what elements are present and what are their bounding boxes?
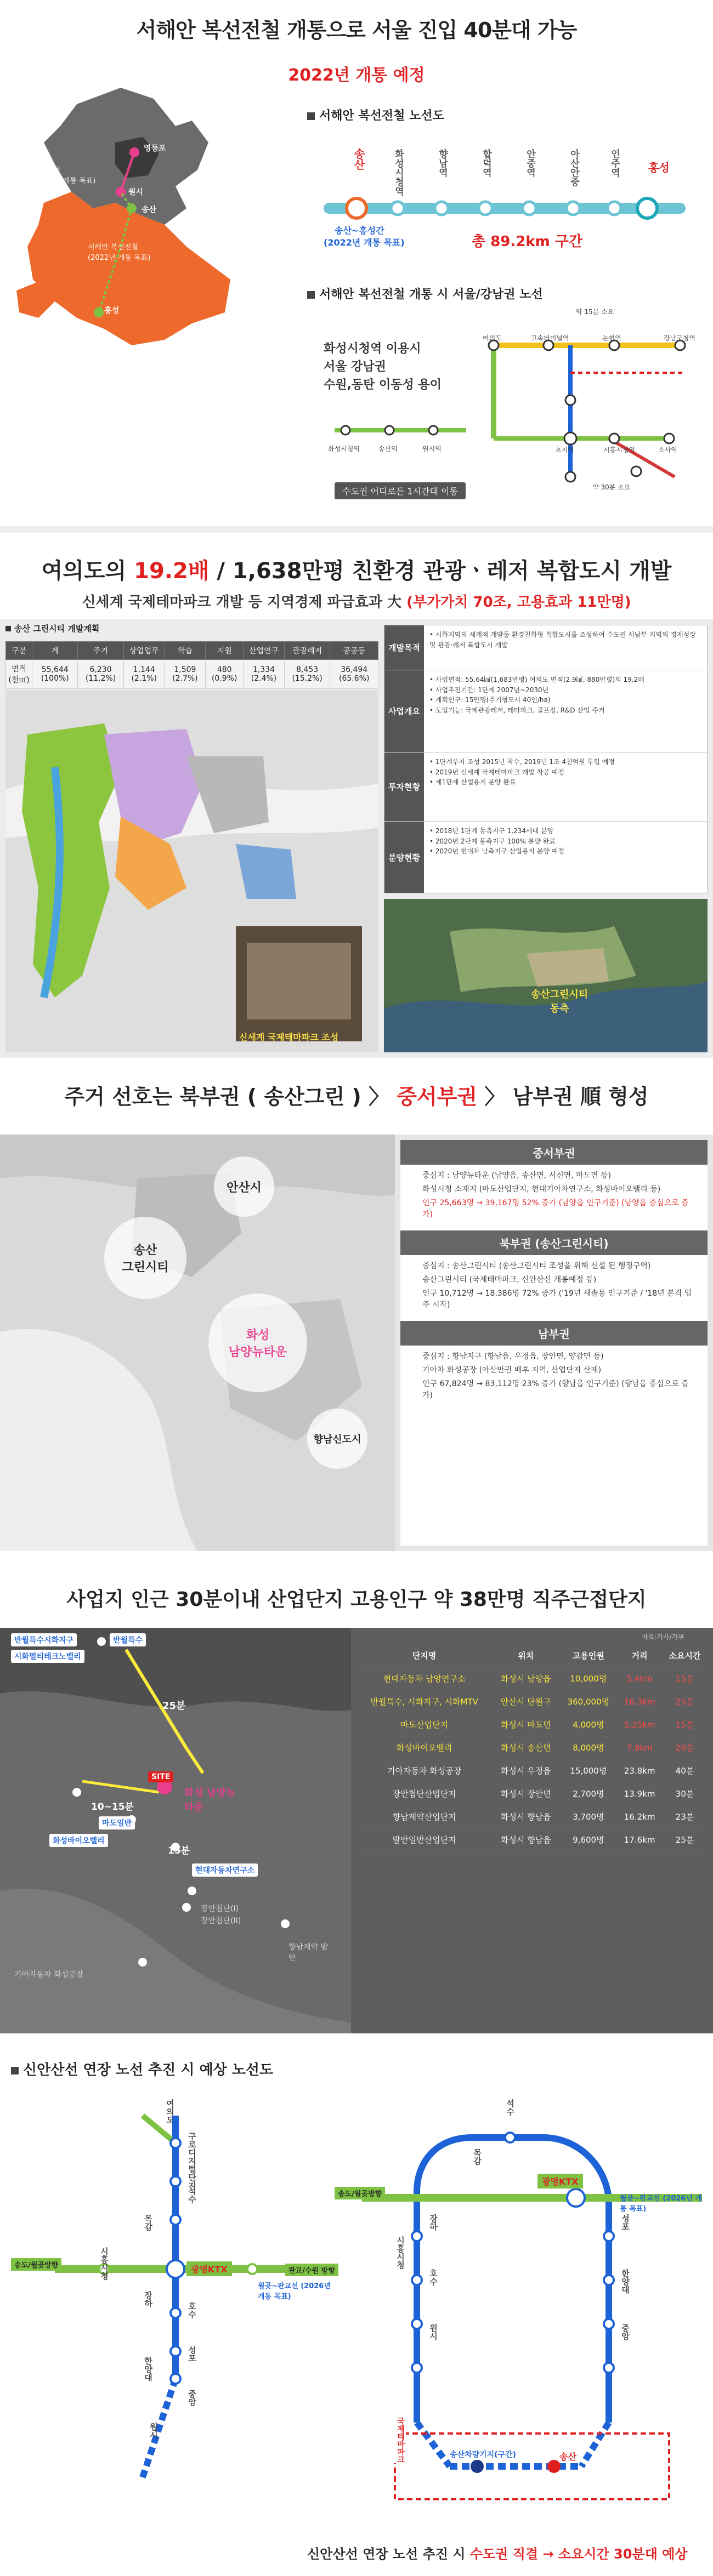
right-station: 목감	[472, 2148, 482, 2165]
left-station: 호수	[187, 2302, 197, 2318]
bullet-icon	[5, 626, 11, 631]
region-item: 중심지 : 송산그린시티 (송산그린시티 조성을 위해 신설 된 행정구역)	[422, 1262, 651, 1270]
right-station: 시흥시청	[395, 2236, 405, 2269]
industry-td: 8,000명	[559, 1736, 617, 1759]
region-panel	[400, 1140, 708, 1546]
map-tag: 기아자동차 화성공장	[14, 1970, 84, 1979]
left-station: 성포	[187, 2346, 197, 2362]
left-station: 여의도	[165, 2099, 175, 2124]
section5-title: 신안산선 연장 노선 추진 시 예상 노선도	[11, 2059, 273, 2079]
section2-title: 여의도의 19.2배 / 1,638만평 친환경 관광ㆍ레저 복합도시 개발	[41, 558, 672, 584]
industry-td: 30분	[662, 1782, 708, 1805]
map-tag: 현대자동차연구소	[192, 1863, 258, 1877]
access-text-2: 서울 강남권	[324, 360, 386, 374]
plan-th: 산업연구	[244, 642, 285, 660]
plan-heading: 송산 그린시티 개발계획	[5, 623, 99, 634]
info-row	[384, 822, 707, 893]
industry-td: 화성시 향남읍	[492, 1805, 559, 1828]
info-row	[384, 670, 707, 753]
plan-th: 지원	[206, 642, 244, 660]
info-value: • 1단계부지 조성 2015년 착수, 2019년 1조 4천억원 투입 예정 • 2019년 신세계 국제테마파크 개발 착공 예정 • 제1단계 산업용지 분양 완료	[429, 758, 615, 787]
left-station: 구로디지털단지	[187, 2132, 197, 2190]
industry-td: 10,000명	[559, 1667, 617, 1690]
circle-namyang: 화성 남양뉴타운	[208, 1293, 307, 1392]
region-item: 송산그린시티 (국제테마파크, 신안산선 개통예정 등)	[422, 1275, 597, 1284]
left-station: 시흥시청	[99, 2247, 109, 2280]
access-bottom-station-6: 소사역	[658, 446, 677, 454]
plan-table-row	[6, 660, 378, 689]
map-tag: 화성바이오밸리	[49, 1834, 108, 1847]
section-residential	[0, 1063, 713, 1568]
train-line	[329, 417, 472, 444]
map-label-seohae: 서해안 복선전철 (2022년 개통 목표)	[88, 243, 151, 262]
access-text-3: 수원,동탄 이동성 용이	[324, 378, 442, 392]
industry-td: 현대자동차 남양연구소	[356, 1667, 492, 1690]
right-station: 한양대	[620, 2269, 630, 2294]
access-bottom-station-1: 화성시청역	[328, 445, 360, 453]
route-start-label: 송산	[352, 148, 365, 170]
industry-th: 단지명	[356, 1644, 492, 1667]
access-time-badge: 수도권 어디로든 1시간대 이동	[335, 482, 466, 499]
right-station: 장하	[428, 2214, 438, 2231]
note-songdo-left: 송도/월곶방향	[11, 2258, 61, 2271]
info-value: • 2018년 1단계 동측지구 1,234세대 분양 • 2020년 2단계 동측지구 100% 분양 완료 • 2020년 현대차 남측지구 산업용지 분양 예정	[429, 827, 564, 856]
info-value: • 시화지역의 세계적 개발등 환경친화형 복합도시를 조성하여 수도권 서남부 지역의 경제성장 및 관광·레저 복합도시 개발	[429, 631, 696, 649]
access-bottom-station-3: 원시역	[422, 445, 442, 453]
plan-td: 면적(천㎡)	[6, 660, 32, 689]
industry-td: 3,700명	[559, 1805, 617, 1828]
access-text-1: 화성시청역 이용시	[324, 342, 421, 356]
industry-th: 소요시간	[662, 1644, 708, 1667]
map-label-sinan: 신안산선 (2024년 개통 목표)	[33, 167, 96, 185]
industry-td: 반월특수, 시화지구, 시화MTV	[356, 1690, 492, 1713]
map-tag-site: SITE	[148, 1771, 173, 1782]
industry-table	[356, 1644, 708, 1851]
industry-td: 안산시 단원구	[492, 1690, 559, 1713]
left-station: 목감	[143, 2214, 153, 2231]
right-station-ktx: 광명KTX	[537, 2174, 583, 2189]
industry-td: 360,000명	[559, 1690, 617, 1713]
route-station-2: 향남역	[437, 149, 448, 177]
divider	[0, 526, 713, 533]
section4-title: 사업지 인근 30분이내 산업단지 고용인구 약 38만명 직주근접단지	[66, 1588, 647, 1611]
sinan-diagram-right	[362, 2094, 702, 2510]
industry-td: 13.9km	[617, 1782, 662, 1805]
industry-td: 16.2km	[617, 1805, 662, 1828]
plan-td: 1,144 (2.1%)	[123, 660, 165, 689]
right-station: 중앙	[620, 2324, 630, 2340]
industry-td: 5.4km	[617, 1667, 662, 1690]
sinan-diagram-left	[22, 2094, 329, 2510]
region-item: 인구 25,663명 → 39,167명 52% 증가 (남양읍 인구기준) (남양읍 중심으로 증가)	[422, 1199, 689, 1219]
bullet-icon	[307, 291, 315, 299]
note-wolgot-right: 월곶~판교선 (2026년 개통 목표)	[620, 2195, 702, 2213]
region-head-south: 남부권	[400, 1321, 708, 1346]
info-row	[384, 625, 707, 670]
map-label-yeongdeungpo: 영등포	[144, 144, 166, 153]
region-item: 인구 10,712명 → 18,386명 72% 증가 ('19년 새솔동 인구기준 / '18년 본격 입주 시작)	[422, 1289, 692, 1309]
plan-td: 6,230 (11.2%)	[78, 660, 124, 689]
route-station-3: 합덕역	[480, 149, 491, 177]
access-bottom-station-5: 시흥시청역	[603, 446, 635, 454]
access-small-1: 약 15분 소요	[576, 308, 614, 316]
map-tag: 화성 남양뉴타운	[184, 1787, 236, 1813]
access-top-station-3: 논현역	[602, 334, 621, 342]
region-list-central	[400, 1165, 708, 1230]
industry-td: 장안첨단산업단지	[356, 1782, 492, 1805]
industry-td: 40분	[662, 1759, 708, 1782]
plan-th: 구분	[6, 642, 32, 660]
region-item: 기아차 화성공장 (아산만권 배후 지역, 산업단지 산재)	[422, 1366, 602, 1375]
right-station: 성포	[620, 2214, 630, 2231]
industry-row	[356, 1736, 708, 1759]
industry-td: 15,000명	[559, 1759, 617, 1782]
section-sinan-line	[0, 2039, 713, 2576]
industry-td: 마도산업단지	[356, 1713, 492, 1736]
industry-td: 5.25km	[617, 1713, 662, 1736]
map-tag: 15분	[168, 1845, 190, 1856]
route-end-label: 홍성	[648, 161, 670, 174]
industry-row	[356, 1690, 708, 1713]
info-value: • 사업면적: 55.64㎢(1,683만평) 여의도 면적(2.9㎢, 880만평)의 19.2배 • 사업추진기간: 1단계 2007년~2030년 • 계획인구: 15만명(주거형도시 40인/ha) • 도입기능: 국제관광레저, 테마파크, 골프장, R&D 산업 주거	[429, 676, 644, 714]
industry-source: 자료:각사/각부	[642, 1633, 684, 1641]
region-head-central: 중서부권	[400, 1140, 708, 1165]
industry-td: 기아자동차 화성공장	[356, 1759, 492, 1782]
bottom-note: 신안산선 연장 노선 추진 시 수도권 직결 → 소요시간 30분대 예상	[307, 2546, 688, 2562]
industry-td: 25분	[662, 1690, 708, 1713]
map-label-wonsi: 원시	[128, 188, 144, 197]
circle-ansan: 안산시	[214, 1156, 274, 1217]
section3-title: 주거 선호는 북부권 ( 송산그린 ) 〉 중서부권 〉 남부권 順 형성	[64, 1085, 649, 1109]
left-station: 장하	[143, 2291, 153, 2307]
note-themepark: 국제테마파크	[384, 2417, 406, 2463]
industry-th: 고용인원	[559, 1644, 617, 1667]
plan-td: 36,494 (65.6%)	[330, 660, 378, 689]
route-note-1: 송산~홍성간	[335, 225, 384, 236]
industry-td: 화성시 향남읍	[492, 1828, 559, 1851]
route-station-4: 안중역	[524, 149, 535, 177]
industry-row	[356, 1667, 708, 1690]
left-station: 한양대	[143, 2357, 153, 2381]
map-label-songsan: 송산	[142, 206, 157, 214]
left-station: 원시	[149, 2423, 159, 2439]
industry-td: 2,700명	[559, 1782, 617, 1805]
map-tag: 반월특수	[110, 1633, 146, 1646]
info-key: 분양현황	[384, 822, 424, 893]
plan-th: 주거	[78, 642, 124, 660]
route-station-1: 화성시청역	[393, 149, 404, 196]
region-head-north: 북부권 (송산그린시티)	[400, 1230, 708, 1255]
access-text	[324, 340, 442, 394]
note-wolgot-left: 월곶~판교선 (2026년 개통 목표)	[258, 2282, 331, 2301]
industry-td: 15분	[662, 1713, 708, 1736]
route-length: 총 89.2km 구간	[472, 233, 582, 250]
industry-td: 17.6km	[617, 1828, 662, 1851]
plan-table	[5, 641, 378, 689]
route-note-2: (2022년 개통 목표)	[324, 237, 405, 248]
industry-td: 7.8km	[617, 1736, 662, 1759]
industry-th: 거리	[617, 1644, 662, 1667]
circle-songsan: 송산 그린시티	[104, 1217, 186, 1299]
region-item: 중심지 : 향남지구 (향남읍, 우정읍, 장안면, 양감면 등)	[422, 1352, 604, 1361]
plan-td: 1,509 (2.7%)	[165, 660, 206, 689]
map-tag: 25분	[162, 1700, 186, 1712]
plan-td: 55,644 (100%)	[32, 660, 78, 689]
map-tag: 마도일반	[99, 1816, 135, 1830]
plan-table-header	[6, 642, 378, 660]
route-station-5: 아산안중	[568, 149, 579, 186]
industry-row	[356, 1713, 708, 1736]
industry-row	[356, 1782, 708, 1805]
region-map	[11, 82, 252, 356]
access-bottom-station-4: 초지역	[555, 446, 574, 454]
industry-td: 화성시 송산면	[492, 1736, 559, 1759]
plan-th: 상업업무	[123, 642, 165, 660]
industry-td: 화성시 우정읍	[492, 1759, 559, 1782]
map-tag: 반월특수시화지구	[11, 1633, 77, 1646]
circle-hyangnam: 향남신도시	[307, 1409, 367, 1469]
section-greencity	[0, 526, 713, 1063]
map-label-hongseong: 홍성	[104, 306, 120, 315]
industry-td: 20분	[662, 1736, 708, 1759]
industry-table-header	[356, 1644, 708, 1667]
map-tag: 장안첨단(II)	[201, 1917, 241, 1925]
right-station-songsan: 송산	[559, 2452, 576, 2462]
industry-row	[356, 1759, 708, 1782]
left-station: 중앙	[187, 2390, 197, 2406]
map-tag: 시화멀티테크노밸리	[11, 1650, 84, 1663]
plan-td: 8,453 (15.2%)	[284, 660, 330, 689]
access-small-2: 약 30분 소요	[592, 483, 631, 491]
industry-td: 4,000명	[559, 1713, 617, 1736]
section2-subtitle: 신세계 국제테마파크 개발 등 지역경제 파급효과 大 (부가가치 70조, 고용효과 11만명)	[82, 594, 631, 611]
industry-th: 위치	[492, 1644, 559, 1667]
info-key: 투자현황	[384, 753, 424, 821]
industry-td: 화성시 장안면	[492, 1782, 559, 1805]
industry-td: 화성시 남양읍	[492, 1667, 559, 1690]
map-tag: 장안첨단(I)	[201, 1905, 239, 1913]
info-row	[384, 753, 707, 822]
section-railway	[0, 0, 713, 526]
industry-td: 화성바이오밸리	[356, 1736, 492, 1759]
industry-td: 발안일반산업단지	[356, 1828, 492, 1851]
industry-td: 16.3km	[617, 1690, 662, 1713]
map-tag: 10~15분	[91, 1802, 134, 1813]
region-item: 인구 67,824명 → 83,112명 23% 증가 (향남읍 인구기준) (향남읍 중심으로 증가)	[422, 1380, 689, 1400]
info-key: 개발목적	[384, 625, 424, 670]
right-station: 석수	[505, 2099, 515, 2116]
industry-td: 23.8km	[617, 1759, 662, 1782]
map-caption: 신세계 국제테마파크 조성	[239, 1032, 339, 1042]
industry-row	[356, 1828, 708, 1851]
info-key: 사업개요	[384, 670, 424, 752]
industry-td: 15분	[662, 1667, 708, 1690]
plan-td: 480 (0.9%)	[206, 660, 244, 689]
access-top-station-2: 고속터미널역	[531, 334, 569, 342]
right-station: 호수	[428, 2269, 438, 2286]
bullet-icon	[11, 2067, 19, 2075]
region-item: 중심지 : 남양뉴타운 (남양읍, 송산면, 서신면, 마도면 등)	[422, 1171, 612, 1180]
section1-subtitle: 2022년 개통 예정	[288, 66, 425, 85]
note-pangyo-left: 판교/수원 방향	[285, 2264, 338, 2276]
section1-title: 서해안 복선전철 개통으로 서울 진입 40분대 가능	[136, 18, 577, 42]
region-item: 화성시청 소재지 (마도산업단지, 현대기아차연구소, 화성바이오밸리 등)	[422, 1185, 661, 1194]
access-bottom-station-2: 송산역	[378, 445, 398, 453]
industry-td: 9,600명	[559, 1828, 617, 1851]
plan-map	[5, 691, 378, 1052]
industry-td: 향남제약산업단지	[356, 1805, 492, 1828]
industry-td: 25분	[662, 1828, 708, 1851]
photo-caption: 송산그린시티 동측	[530, 989, 588, 1015]
access-heading: 서해안 복선전철 개통 시 서울/강남권 노선	[307, 285, 543, 302]
map-tag: 향남제약 발안	[288, 1943, 329, 1963]
right-station-depot: 송산차량기지(구간)	[450, 2450, 516, 2459]
plan-td: 1,334 (2.4%)	[244, 660, 285, 689]
industry-td: 23분	[662, 1805, 708, 1828]
bullet-icon	[307, 112, 315, 120]
plan-th: 계	[32, 642, 78, 660]
region-list-north	[400, 1255, 708, 1321]
note-songdo-right: 송도/월곶방향	[335, 2187, 385, 2199]
plan-info-box	[384, 625, 708, 893]
left-station-ktx: 광명KTX	[186, 2261, 232, 2276]
route-heading: 서해안 복선전철 노선도	[307, 106, 444, 123]
section-industry	[0, 1568, 713, 2039]
access-top-station-1: 여의도	[483, 334, 502, 342]
plan-th: 공공등	[330, 642, 378, 660]
industry-td: 화성시 마도면	[492, 1713, 559, 1736]
region-list-south	[400, 1346, 708, 1411]
right-station: 원시	[428, 2324, 438, 2340]
industry-row	[356, 1805, 708, 1828]
residential-map	[0, 1135, 395, 1551]
plan-th: 관광레저	[284, 642, 330, 660]
route-station-6: 인주역	[609, 149, 620, 177]
aerial-photo	[384, 899, 708, 1052]
left-station: 석수	[187, 2187, 197, 2203]
plan-th: 학습	[165, 642, 206, 660]
access-top-station-4: 강남구청역	[664, 334, 695, 342]
